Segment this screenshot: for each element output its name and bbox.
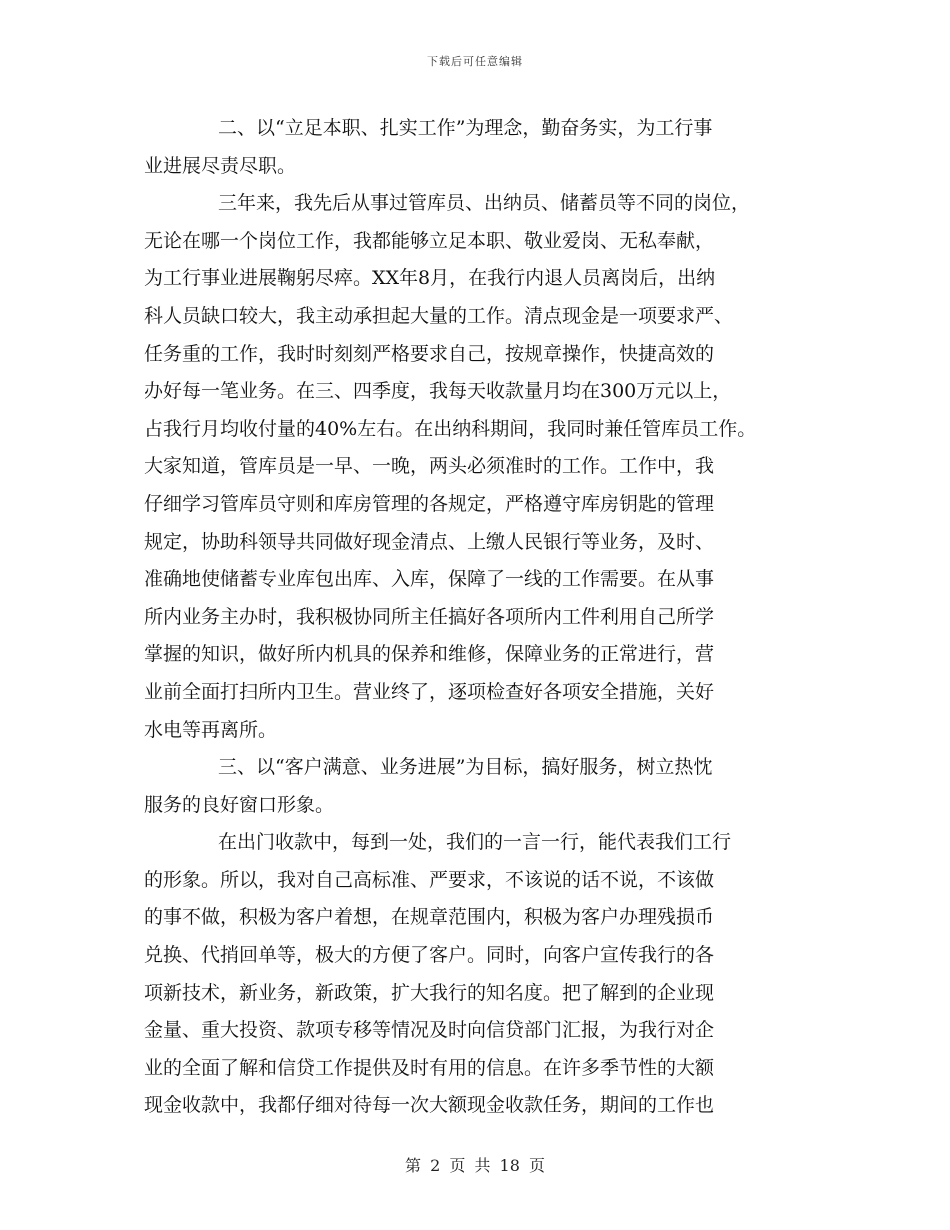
paragraph-line: 科人员缺口较大，我主动承担起大量的工作。清点现金是一项要求严、: [144, 304, 734, 327]
paragraph-line: 业前全面打扫所内卫生。营业终了，逐项检查好各项安全措施，关好: [144, 680, 715, 703]
page-number-footer: 第 2 页 共 18 页: [405, 1156, 545, 1175]
paragraph-line: 的形象。所以，我对自己高标准、严要求，不该说的话不说，不该做: [144, 868, 715, 891]
paragraph-line: 仔细学习管库员守则和库房管理的各规定，严格遵守库房钥匙的管理: [144, 492, 715, 515]
paragraph-line: 所内业务主办时，我积极协同所主任搞好各项所内工件利用自己所学: [144, 605, 715, 628]
paragraph-line: 在出门收款中，每到一处，我们的一言一行，能代表我们工行: [218, 831, 732, 854]
paragraph-line: 水电等再离所。: [144, 718, 278, 741]
paragraph-line: 大家知道，管库员是一早、一晚，两头必须准时的工作。工作中，我: [144, 455, 715, 478]
paragraph-line: 规定，协助科领导共同做好现金清点、上缴人民银行等业务，及时、: [144, 530, 715, 553]
paragraph-line: 占我行月均收付量的40%左右。在出纳科期间，我同时兼任管库员工作。: [144, 417, 757, 440]
page-header-note: 下载后可任意编辑: [427, 55, 523, 68]
paragraph-line: 业进展尽责尽职。: [144, 154, 297, 177]
document-body: [144, 110, 834, 1125]
paragraph-line: 准确地使储蓄专业库包出库、入库，保障了一线的工作需要。在从事: [144, 568, 715, 591]
paragraph-line: 二、以“立足本职、扎实工作”为理念，勤奋务实，为工行事: [218, 117, 713, 139]
paragraph-line: 三年来，我先后从事过管库员、出纳员、储蓄员等不同的岗位，: [218, 192, 751, 215]
paragraph-line: 业的全面了解和信贷工作提供及时有用的信息。在许多季节性的大额: [144, 1056, 715, 1079]
paragraph-line: 的事不做，积极为客户着想，在规章范围内，积极为客户办理残损币: [144, 906, 715, 929]
paragraph-line: 办好每一笔业务。在三、四季度，我每天收款量月均在300万元以上，: [144, 380, 732, 403]
paragraph-line: 金量、重大投资、款项专移等情况及时向信贷部门汇报，为我行对企: [144, 1019, 715, 1042]
paragraph-line: 掌握的知识，做好所内机具的保养和维修，保障业务的正常进行，营: [144, 643, 715, 666]
paragraph-line: 服务的良好窗口形象。: [144, 793, 335, 816]
paragraph-line: 现金收款中，我都仔细对待每一次大额现金收款任务，期间的工作也: [144, 1094, 715, 1117]
paragraph-line: 任务重的工作，我时时刻刻严格要求自己，按规章操作，快捷高效的: [144, 342, 715, 365]
paragraph-line: 兑换、代捎回单等，极大的方便了客户。同时，向客户宣传我行的各: [144, 944, 715, 967]
paragraph-line: 三、以“客户满意、业务进展”为目标，搞好服务，树立热忱: [218, 756, 713, 779]
paragraph-line: 为工行事业进展鞠躬尽瘁。XX年8月，在我行内退人员离岗后，出纳: [144, 267, 716, 290]
paragraph-line: 无论在哪一个岗位工作，我都能够立足本职、敬业爱岗、无私奉献，: [144, 229, 715, 252]
paragraph-line: 项新技术，新业务，新政策，扩大我行的知名度。把了解到的企业现: [144, 981, 715, 1004]
